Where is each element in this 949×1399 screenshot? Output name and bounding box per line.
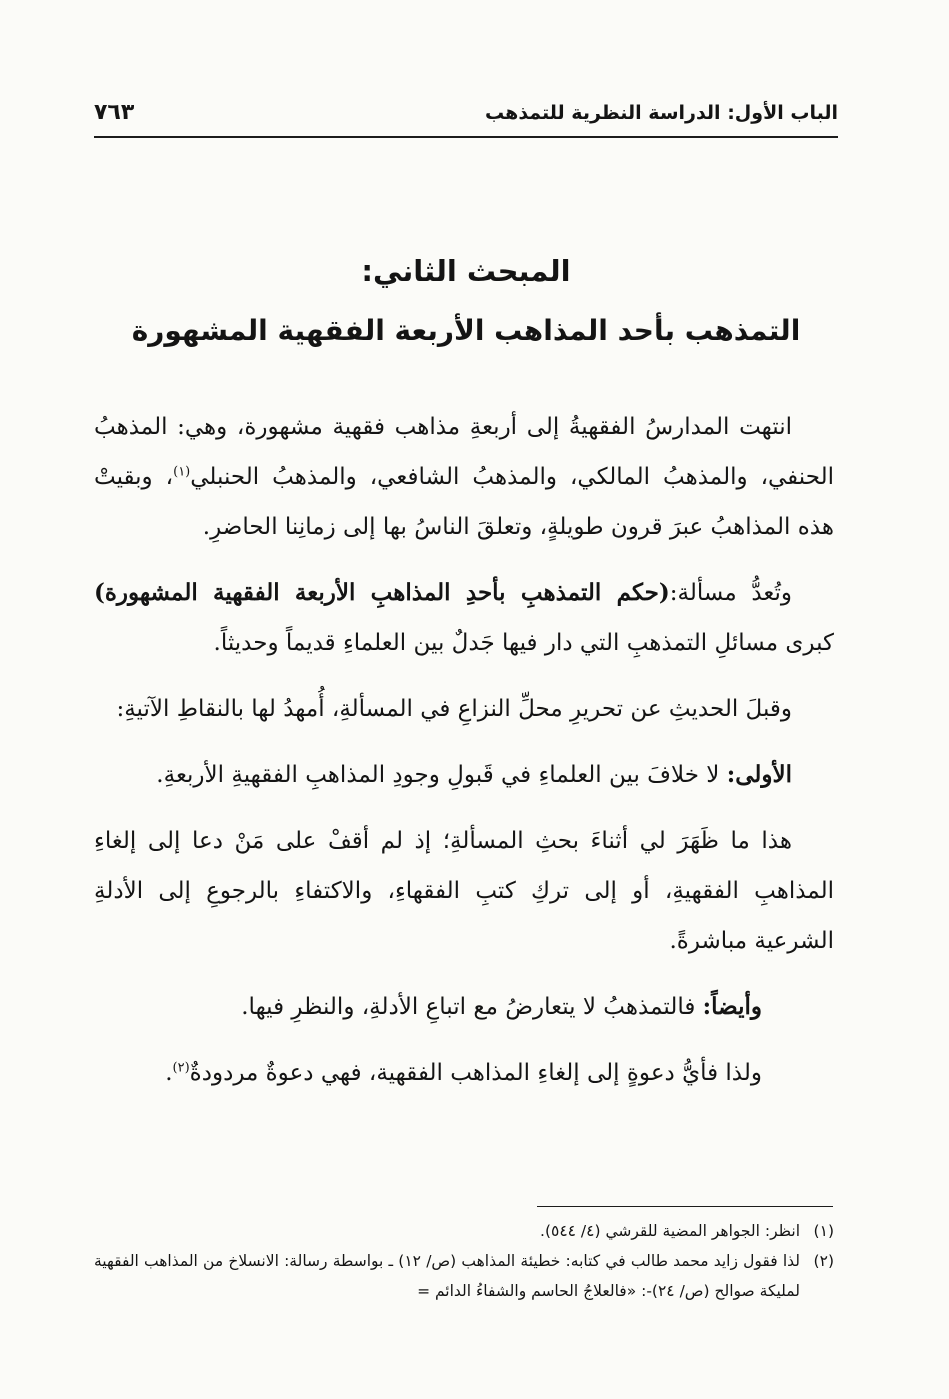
- footnotes: [94, 1216, 834, 1306]
- paragraph-2-bold: (حكم التمذهبِ بأحدِ المذاهبِ الأربعة الفقهية المشهورة): [94, 579, 670, 606]
- section-label: المبحث الثاني:: [361, 254, 571, 288]
- footnote-1-number: (١): [813, 1222, 834, 1240]
- paragraph-2-rest: كبرى مسائلِ التمذهبِ التي دار فيها جَدلٌ بين العلماءِ قديماً وحديثاً.: [213, 630, 834, 656]
- paragraph-6: [94, 982, 834, 1032]
- footnote-ref-1[interactable]: (١): [173, 464, 191, 480]
- footnote-1: [94, 1216, 834, 1246]
- footnote-ref-2[interactable]: (٢): [172, 1060, 190, 1076]
- paragraph-2-lead: وتُعدُّ مسألة:: [669, 580, 793, 606]
- footnote-2-number: (٢): [813, 1252, 834, 1270]
- paragraph-3: وقبلَ الحديثِ عن تحريرِ محلِّ النزاعِ في المسألةِ، أُمهدُ لها بالنقاطِ الآتيةِ:: [116, 696, 792, 722]
- paragraph-1: [94, 402, 834, 552]
- section-title: التمذهب بأحد المذاهب الأربعة الفقهية المشهورة: [131, 314, 801, 347]
- paragraph-5: هذا ما ظَهَرَ لي أثناءَ بحثِ المسألةِ؛ إذ لم أقفْ على مَنْ دعا إلى إلغاءِ المذاهبِ الفقهيةِ، أو إلى تركِ كتبِ الفقهاءِ، والاكتفاءِ بالرجوعِ إلى الأدلةِ الشرعية مباشرةً.: [94, 828, 834, 954]
- running-header: [94, 96, 838, 138]
- page-number: ٧٦٣: [94, 100, 135, 125]
- paragraph-4-text: لا خلافَ بين العلماءِ في قَبولِ وجودِ المذاهبِ الفقهيةِ الأربعةِ.: [156, 762, 727, 788]
- paragraph-7: [94, 1048, 834, 1098]
- paragraph-7-text: ولذا فأيُّ دعوةٍ إلى إلغاءِ المذاهب الفقهية، فهي دعوةٌ مردودةٌ: [189, 1060, 762, 1086]
- paragraph-2: [94, 568, 834, 668]
- footnote-1-text: انظر: الجواهر المضية للقرشي (٤/ ٥٤٤).: [540, 1222, 800, 1240]
- paragraph-7-end: .: [165, 1060, 173, 1086]
- footnote-2: [94, 1246, 834, 1306]
- footnote-divider: [537, 1206, 833, 1207]
- paragraph-6-text: فالتمذهبُ لا يتعارضُ مع اتباعِ الأدلةِ، والنظرِ فيها.: [241, 994, 703, 1020]
- paragraph-1-text-end: ، وبقيتْ هذه المذاهبُ عبرَ قرون طويلةٍ، وتعلقَ الناسُ بها إلى زمانِنا الحاضرِ.: [94, 464, 834, 540]
- body-text: [94, 402, 834, 1114]
- paragraph-4: [94, 750, 834, 800]
- point-first-label: الأولى:: [726, 761, 792, 788]
- footnote-2-text: لذا فقول زايد محمد طالب في كتابه: خطيئة المذاهب (ص/ ١٢) ـ بواسطة رسالة: الانسلاخ من المذاهب الفقهية لمليكة صوالح (ص/ ٢٤)-: «فالعلاجُ الحاسم والشفاءُ الدائم =: [94, 1252, 800, 1300]
- chapter-title: الباب الأول: الدراسة النظرية للتمذهب: [485, 102, 838, 124]
- point-also-label: وأيضاً:: [702, 993, 762, 1020]
- paragraph-1-text: انتهت المدارسُ الفقهيةُ إلى أربعةِ مذاهب فقهية مشهورة، وهي: المذهبُ الحنفي، والمذهبُ المالكي، والمذهبُ الشافعي، والمذهبُ الحنبلي: [94, 414, 834, 490]
